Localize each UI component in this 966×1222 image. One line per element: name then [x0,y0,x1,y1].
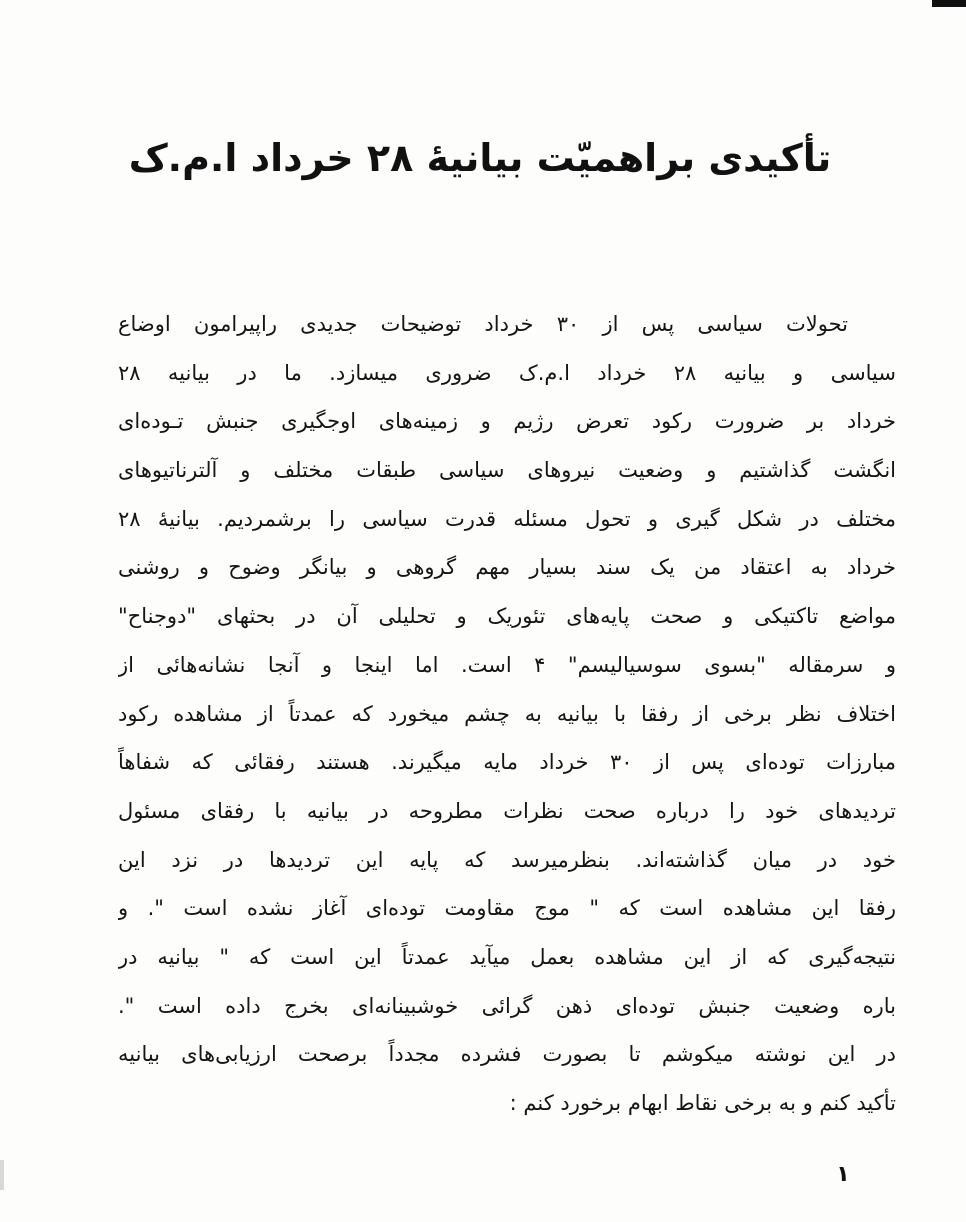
body-line: تردیدهای خود را درباره صحت نظرات مطروحه در بیانیه با رفقای مسئول [118,798,896,823]
document-title: تأکیدی براهمیّت بیانیهٔ ۲۸ خرداد ا.م.ک [128,136,832,180]
body-line: مبارزات توده‌ای پس از ۳۰ خرداد مایه میگیرند. هستند رفقائی که شفاهاً [118,750,896,775]
body-line: خرداد بر ضرورت رکود تعرض رژیم و زمینه‌های اوجگیری جنبش تـوده‌ای [118,409,896,434]
scan-edge-speck [0,1160,4,1190]
body-text [118,300,896,1128]
body-line: باره وضعیت جنبش توده‌ای ذهن گرائی خوشبینانه‌ای بخرج داده است ". [118,993,896,1018]
body-line: تأکید کنم و به برخی نقاط ابهام برخورد کنم : [509,1091,896,1115]
body-line: مواضع تاکتیکی و صحت پایه‌های تئوریک و تحلیلی آن در بحثهای "دوجناح" [118,604,896,629]
page-number: ۱ [836,1162,850,1187]
body-line: در این نوشته میکوشم تا بصورت فشرده مجدداً برصحت ارزیابی‌های بیانیه [118,1042,896,1067]
scan-corner-mark [932,0,966,7]
body-line: مختلف در شکل گیری و تحول مسئله قدرت سیاسی را برشمردیم. بیانیهٔ ۲۸ [118,506,896,531]
body-line: خود در میان گذاشته‌اند. بنظرمیرسد که پایه این تردیدها در نزد این [118,847,896,872]
body-line: و سرمقاله "بسوی سوسیالیسم" ۴ است. اما اینجا و آنجا نشانه‌هائی از [118,652,896,677]
body-line: خرداد به اعتقاد من یک سند بسیار مهم گروهی و بیانگر وضوح و روشنی [118,555,896,580]
body-line: انگشت گذاشتیم و وضعیت نیروهای سیاسی طبقات مختلف و آلترناتیوهای [118,458,896,483]
body-line: نتیجه‌گیری که از این مشاهده بعمل میآید عمدتاً این است که " بیانیه در [118,944,896,969]
body-line: تحولات سیاسی پس از ۳۰ خرداد توضیحات جدیدی راپیرامون اوضاع [118,312,848,336]
body-line: اختلاف نظر برخی از رفقا با بیانیه به چشم میخورد که عمدتاً از مشاهده رکود [118,701,896,726]
body-line: رفقا این مشاهده است که " موج مقاومت توده‌ای آغاز نشده است ". و [118,896,896,921]
body-line: سیاسی و بیانیه ۲۸ خرداد ا.م.ک ضروری میسازد. ما در بیانیه ۲۸ [118,360,896,385]
